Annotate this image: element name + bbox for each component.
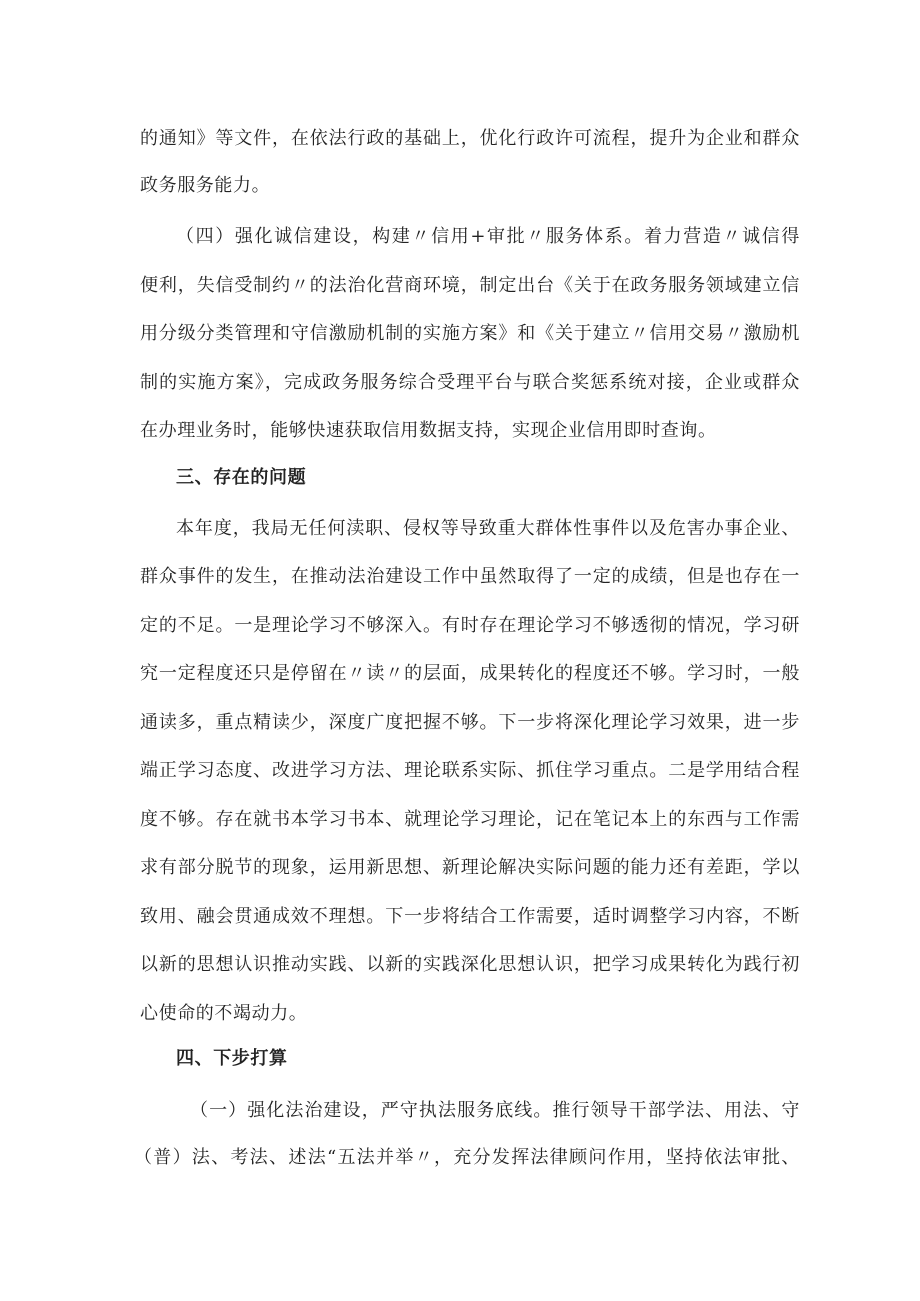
- paragraph-first-line: （四）强化诚信建设，构建〃信用+审批〃服务体系。着力营造〃诚信得: [176, 226, 800, 247]
- text-line: 心使命的不竭动力。: [140, 1003, 308, 1024]
- text-line: 用分级分类管理和守信激励机制的实施方案》和《关于建立〃信用交易〃激励机: [140, 323, 800, 344]
- text-line: 求有部分脱节的现象，运用新思想、新理论解决实际问题的能力还有差距，学以: [140, 857, 800, 878]
- section-heading: 三、存在的问题: [176, 467, 307, 488]
- text-line: 群众事件的发生，在推动法治建设工作中虽然取得了一定的成绩，但是也存在一: [140, 566, 800, 587]
- text-line: 制的实施方案》，完成政务服务综合受理平台与联合奖惩系统对接，企业或群众: [140, 372, 800, 393]
- text-line: 致用、融会贯通成效不理想。下一步将结合工作需要，适时调整学习内容，不断: [140, 906, 800, 927]
- section-heading: 四、下步打算: [176, 1048, 288, 1069]
- text-line: 在办理业务时，能够快速获取信用数据支持，实现企业信用即时查询。: [140, 420, 717, 441]
- paragraph-first-line: 本年度，我局无任何渎职、侵权等导致重大群体性事件以及危害办事企业、: [176, 518, 800, 539]
- text-line: 通读多，重点精读少，深度广度把握不够。下一步将深化理论学习效果，进一步: [140, 712, 800, 733]
- text-line: 政务服务能力。: [140, 175, 271, 196]
- paragraph-first-line: （一）强化法治建设，严守执法服务底线。推行领导干部学法、用法、守: [190, 1100, 800, 1121]
- text-line: 端正学习态度、改进学习方法、理论联系实际、抓住学习重点。二是学用结合程: [140, 760, 800, 781]
- text-line: 究一定程度还只是停留在〃读〃的层面，成果转化的程度还不够。学习时，一般: [140, 663, 800, 684]
- text-line: 以新的思想认识推动实践、以新的实践深化思想认识，把学习成果转化为践行初: [140, 954, 800, 975]
- text-line: 便利，失信受制约〃的法治化营商环境，制定出台《关于在政务服务领域建立信: [140, 275, 800, 296]
- text-line: 度不够。存在就书本学习书本、就理论学习理论，记在笔记本上的东西与工作需: [140, 809, 800, 830]
- text-line: 的通知》等文件，在依法行政的基础上，优化行政许可流程，提升为企业和群众: [140, 128, 800, 149]
- text-line: 定的不足。一是理论学习不够深入。有时存在理论学习不够透彻的情况，学习研: [140, 615, 800, 636]
- text-line: （普）法、考法、述法“五法并举〃，充分发挥法律顾问作用，坚持依法审批、: [134, 1147, 800, 1168]
